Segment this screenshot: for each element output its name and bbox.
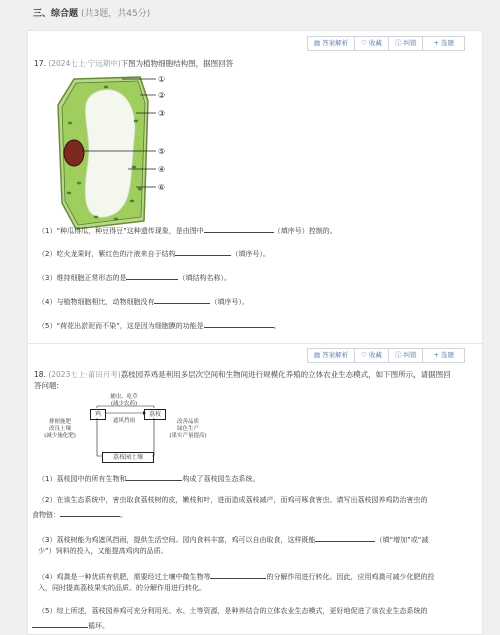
q17-item-4: （4）与植物细胞相比，动物细胞没有 （填序号）。 bbox=[38, 295, 249, 307]
cell-label: ④ bbox=[158, 165, 166, 174]
q18-item-2: （2）在该生态系统中，害虫取食荔枝树的皮，嫩枝和叶，进而造成荔枝减产，而鸡可啄食害虫。请写出荔枝园养鸡防治害虫的 bbox=[38, 496, 428, 504]
heart-icon: ♡ bbox=[361, 351, 367, 359]
soil-box: 荔枝园土壤 bbox=[102, 452, 154, 463]
cell-label: ① bbox=[158, 75, 166, 84]
chicken-box: 鸡 bbox=[90, 409, 106, 420]
flow-arrows bbox=[32, 394, 212, 466]
flow-left-label: 排便施肥 改良土壤 (减少施化肥) bbox=[44, 419, 76, 439]
question-17-header: 17. (2024七上·宁远期中)下图为植物细胞结构图，据图回答 bbox=[34, 59, 234, 68]
add-question-button[interactable]: + 选题 bbox=[422, 36, 465, 51]
question-18-header-cont: 答问题: bbox=[34, 381, 60, 390]
flow-mid-label: 遮风挡雨 bbox=[112, 418, 135, 424]
cell-label: ⑤ bbox=[158, 147, 166, 156]
q18-item-4: （4）鸡粪是一种优质有机肥，需要经过土壤中微生物等 的分解作用进行转化。因此，应用鸡粪可减少化肥的投 bbox=[38, 570, 434, 582]
q18-item-3: （3）荔枝树能为鸡遮风挡雨，提供生活空间。园内食料丰富，鸡可以自由取食，这样既能 （填“增加”或“减 bbox=[38, 533, 428, 545]
answer-blank[interactable] bbox=[154, 295, 210, 304]
q18-item-5: （5）综上所述，荔枝园养鸡可充分利用光、水、土等资源，是种养结合的立体农业生态模式，更好地促进了该农业生态系统的 bbox=[38, 607, 428, 615]
favorite-button[interactable]: ♡ 收藏 bbox=[354, 36, 389, 51]
answer-blank[interactable] bbox=[126, 472, 182, 481]
lychee-box: 荔枝 bbox=[144, 409, 166, 420]
question-18-card bbox=[27, 343, 483, 635]
favorite-button[interactable]: ♡ 收藏 bbox=[354, 348, 389, 363]
add-question-button[interactable]: + 选题 bbox=[422, 348, 465, 363]
answer-blank[interactable] bbox=[204, 319, 274, 328]
section-title: 三、综合题 (共3题，共45分) bbox=[33, 9, 151, 19]
report-error-button[interactable]: ⓘ 纠错 bbox=[388, 36, 424, 51]
answer-analysis-button[interactable]: ▤ 答案解析 bbox=[307, 348, 355, 363]
document-icon: ▤ bbox=[314, 39, 321, 47]
question-17-card bbox=[27, 30, 483, 352]
vacuole bbox=[85, 90, 135, 218]
question-18-toolbar bbox=[308, 348, 465, 363]
q18-item-2-cont: 食物链： 。 bbox=[32, 508, 127, 520]
answer-blank[interactable] bbox=[175, 247, 231, 256]
heart-icon: ♡ bbox=[361, 39, 367, 47]
cell-label: ⑥ bbox=[158, 183, 166, 192]
nucleus bbox=[64, 140, 84, 166]
question-18-header: 18. (2023七上·莆田月考)荔枝园养鸡是利用多层次空间和生物间进行规模化养殖的立体农业生态模式，如下图所示，请据图回 bbox=[34, 370, 451, 379]
answer-blank[interactable] bbox=[32, 619, 88, 628]
document-icon: ▤ bbox=[314, 351, 321, 359]
q18-item-4-cont: 入，同时提高荔枝果实的品质。的分解作用进行转化。 bbox=[38, 584, 206, 592]
q18-item-5-cont: 循环。 bbox=[32, 619, 109, 631]
q17-item-5: （5）“荷花出淤泥而不染”，这是因为细胞膜的功能是 。 bbox=[38, 319, 281, 331]
cell-label: ③ bbox=[158, 109, 166, 118]
q17-item-2: （2）吃火龙果时，紫红色的汁液来自于结构 （填序号）。 bbox=[38, 247, 270, 259]
flow-right-label: 改善品质 绿色生产 (果实产量提高) bbox=[169, 419, 207, 439]
info-icon: ⓘ bbox=[394, 39, 402, 47]
plant-cell-diagram bbox=[36, 71, 196, 231]
question-17-toolbar bbox=[308, 36, 465, 51]
info-icon: ⓘ bbox=[394, 351, 402, 359]
report-error-button[interactable]: ⓘ 纠错 bbox=[388, 348, 424, 363]
q17-item-3: （3）维持细胞正常形态的是 （填结构名称）。 bbox=[38, 271, 231, 283]
answer-blank[interactable] bbox=[126, 271, 178, 280]
answer-analysis-button[interactable]: ▤ 答案解析 bbox=[307, 36, 355, 51]
answer-blank[interactable] bbox=[204, 224, 274, 233]
flow-top-label: 捕虫、吃草 (减少农药) bbox=[110, 394, 138, 407]
ecosystem-flow-diagram bbox=[32, 394, 212, 466]
answer-blank[interactable] bbox=[315, 533, 375, 542]
answer-blank[interactable] bbox=[60, 508, 120, 517]
cell-label: ② bbox=[158, 91, 166, 100]
answer-blank[interactable] bbox=[210, 570, 266, 579]
q18-item-3-cont: 少”）饲料的投入，又能提高鸡肉的品质。 bbox=[38, 547, 168, 555]
q18-item-1: （1）荔枝园中的所有生物和 构成了荔枝园生态系统。 bbox=[38, 472, 259, 484]
q17-item-1: （1）“种瓜得瓜，种豆得豆”这种遗传现象，是由图中 （填序号）控制的。 bbox=[38, 224, 337, 236]
